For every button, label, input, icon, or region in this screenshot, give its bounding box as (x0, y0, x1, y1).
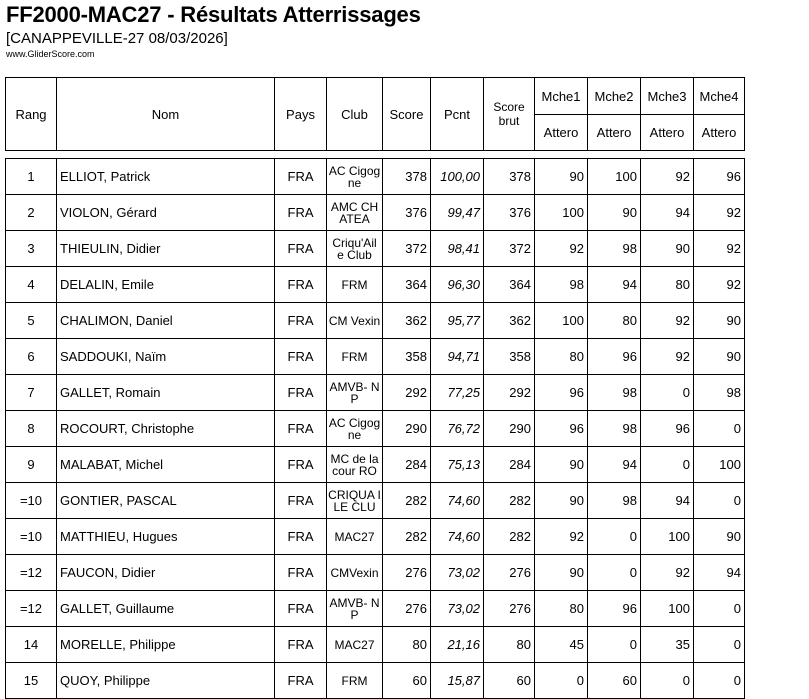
name-cell: GONTIER, PASCAL (57, 483, 275, 519)
manche-cell: 100 (535, 195, 588, 231)
name-cell: GALLET, Guillaume (57, 591, 275, 627)
event-subtitle: [CANAPPEVILLE-27 08/03/2026] (6, 30, 228, 47)
table-row (6, 195, 745, 231)
page-title: FF2000-MAC27 - Résultats Atterrissages (6, 2, 421, 27)
score-cell: 362 (383, 303, 431, 339)
rang-cell: =12 (6, 555, 57, 591)
score-brut-cell: 282 (484, 519, 535, 555)
manche-cell: 0 (588, 555, 641, 591)
rang-cell: =10 (6, 519, 57, 555)
table-row (6, 663, 745, 699)
score-brut-cell: 276 (484, 555, 535, 591)
table-row (6, 627, 745, 663)
manche-cell: 92 (641, 339, 694, 375)
country-cell: FRA (275, 231, 327, 267)
country-cell: FRA (275, 627, 327, 663)
site-url: www.GliderScore.com (6, 49, 95, 59)
manche-cell: 98 (588, 375, 641, 411)
rang-cell: 7 (6, 375, 57, 411)
score-cell: 372 (383, 231, 431, 267)
manche-cell: 98 (588, 483, 641, 519)
manche-cell: 94 (641, 483, 694, 519)
table-row (6, 447, 745, 483)
country-cell: FRA (275, 159, 327, 195)
manche-cell: 92 (641, 555, 694, 591)
club-cell: AMVB- NP (327, 591, 383, 627)
manche-cell: 98 (694, 375, 745, 411)
pcnt-cell: 96,30 (431, 267, 484, 303)
manche-cell: 0 (641, 663, 694, 699)
pcnt-cell: 100,00 (431, 159, 484, 195)
manche-cell: 0 (694, 591, 745, 627)
table-row (6, 339, 745, 375)
manche-cell: 92 (535, 231, 588, 267)
rang-cell: =10 (6, 483, 57, 519)
table-row (6, 375, 745, 411)
manche-cell: 100 (694, 447, 745, 483)
score-cell: 290 (383, 411, 431, 447)
score-cell: 276 (383, 591, 431, 627)
manche-cell: 90 (694, 303, 745, 339)
score-brut-cell: 290 (484, 411, 535, 447)
club-cell: AC Cigogne (327, 411, 383, 447)
manche-cell: 0 (641, 375, 694, 411)
rang-cell: 15 (6, 663, 57, 699)
club-cell: MC de la cour RO (327, 447, 383, 483)
manche-cell: 96 (588, 591, 641, 627)
rang-cell: 4 (6, 267, 57, 303)
name-cell: VIOLON, Gérard (57, 195, 275, 231)
manche-cell: 96 (641, 411, 694, 447)
club-cell: AC Cigogne (327, 159, 383, 195)
rang-cell: 6 (6, 339, 57, 375)
club-cell: AMVB- NP (327, 375, 383, 411)
pcnt-cell: 76,72 (431, 411, 484, 447)
pcnt-cell: 15,87 (431, 663, 484, 699)
results-table (5, 158, 745, 699)
rang-cell: 14 (6, 627, 57, 663)
manche-cell: 0 (588, 519, 641, 555)
score-brut-cell: 292 (484, 375, 535, 411)
pcnt-cell: 95,77 (431, 303, 484, 339)
table-row (6, 591, 745, 627)
table-row (6, 159, 745, 195)
rang-cell: 5 (6, 303, 57, 339)
manche-cell: 90 (535, 483, 588, 519)
score-cell: 358 (383, 339, 431, 375)
manche-cell: 0 (694, 483, 745, 519)
manche-cell: 92 (694, 267, 745, 303)
score-brut-cell: 80 (484, 627, 535, 663)
col-subheader-attero: Attero (694, 115, 745, 151)
col-header-score-brut: Score brut (484, 78, 535, 151)
club-cell: AMC CHATEA (327, 195, 383, 231)
manche-cell: 100 (641, 519, 694, 555)
manche-cell: 96 (535, 411, 588, 447)
manche-cell: 90 (694, 519, 745, 555)
club-cell: FRM (327, 663, 383, 699)
country-cell: FRA (275, 447, 327, 483)
score-cell: 284 (383, 447, 431, 483)
manche-cell: 100 (535, 303, 588, 339)
manche-cell: 0 (694, 663, 745, 699)
score-brut-cell: 284 (484, 447, 535, 483)
club-cell: CMVexin (327, 555, 383, 591)
country-cell: FRA (275, 483, 327, 519)
name-cell: FAUCON, Didier (57, 555, 275, 591)
table-row (6, 411, 745, 447)
name-cell: MATTHIEU, Hugues (57, 519, 275, 555)
manche-cell: 0 (694, 411, 745, 447)
manche-cell: 98 (588, 231, 641, 267)
col-header-rang: Rang (6, 78, 57, 151)
country-cell: FRA (275, 339, 327, 375)
name-cell: THIEULIN, Didier (57, 231, 275, 267)
pcnt-cell: 99,47 (431, 195, 484, 231)
pcnt-cell: 74,60 (431, 519, 484, 555)
manche-cell: 80 (535, 339, 588, 375)
col-header-manche: Mche4 (694, 78, 745, 115)
col-header-nom: Nom (57, 78, 275, 151)
score-brut-cell: 364 (484, 267, 535, 303)
club-cell: MAC27 (327, 627, 383, 663)
rang-cell: =12 (6, 591, 57, 627)
name-cell: DELALIN, Emile (57, 267, 275, 303)
pcnt-cell: 98,41 (431, 231, 484, 267)
pcnt-cell: 73,02 (431, 591, 484, 627)
score-cell: 376 (383, 195, 431, 231)
rang-cell: 3 (6, 231, 57, 267)
manche-cell: 96 (535, 375, 588, 411)
manche-cell: 0 (588, 627, 641, 663)
score-brut-cell: 376 (484, 195, 535, 231)
manche-cell: 94 (641, 195, 694, 231)
pcnt-cell: 75,13 (431, 447, 484, 483)
name-cell: ROCOURT, Christophe (57, 411, 275, 447)
pcnt-cell: 77,25 (431, 375, 484, 411)
score-brut-cell: 362 (484, 303, 535, 339)
manche-cell: 90 (641, 231, 694, 267)
score-brut-cell: 378 (484, 159, 535, 195)
score-brut-cell: 276 (484, 591, 535, 627)
manche-cell: 96 (588, 339, 641, 375)
country-cell: FRA (275, 591, 327, 627)
name-cell: MALABAT, Michel (57, 447, 275, 483)
score-cell: 282 (383, 483, 431, 519)
name-cell: ELLIOT, Patrick (57, 159, 275, 195)
score-cell: 80 (383, 627, 431, 663)
manche-cell: 60 (588, 663, 641, 699)
pcnt-cell: 73,02 (431, 555, 484, 591)
col-subheader-attero: Attero (535, 115, 588, 151)
manche-cell: 94 (588, 267, 641, 303)
club-cell: FRM (327, 267, 383, 303)
rang-cell: 1 (6, 159, 57, 195)
manche-cell: 92 (641, 303, 694, 339)
country-cell: FRA (275, 411, 327, 447)
manche-cell: 92 (694, 195, 745, 231)
manche-cell: 90 (535, 159, 588, 195)
col-header-pays: Pays (275, 78, 327, 151)
score-cell: 364 (383, 267, 431, 303)
manche-cell: 35 (641, 627, 694, 663)
rang-cell: 9 (6, 447, 57, 483)
col-header-club: Club (327, 78, 383, 151)
country-cell: FRA (275, 555, 327, 591)
table-row (6, 555, 745, 591)
col-subheader-attero: Attero (641, 115, 694, 151)
manche-cell: 90 (694, 339, 745, 375)
col-subheader-attero: Attero (588, 115, 641, 151)
col-header-pcnt: Pcnt (431, 78, 484, 151)
club-cell: CM Vexin (327, 303, 383, 339)
pcnt-cell: 94,71 (431, 339, 484, 375)
country-cell: FRA (275, 375, 327, 411)
score-cell: 60 (383, 663, 431, 699)
table-row (6, 483, 745, 519)
col-header-manche: Mche1 (535, 78, 588, 115)
club-cell: CRIQUA ILE CLU (327, 483, 383, 519)
club-cell: FRM (327, 339, 383, 375)
manche-cell: 90 (535, 447, 588, 483)
score-brut-cell: 282 (484, 483, 535, 519)
pcnt-cell: 74,60 (431, 483, 484, 519)
table-row (6, 267, 745, 303)
manche-cell: 90 (535, 555, 588, 591)
results-header-table (5, 77, 745, 151)
col-header-manche: Mche2 (588, 78, 641, 115)
score-brut-cell: 358 (484, 339, 535, 375)
col-header-score: Score (383, 78, 431, 151)
country-cell: FRA (275, 267, 327, 303)
manche-cell: 90 (588, 195, 641, 231)
table-row (6, 519, 745, 555)
manche-cell: 94 (588, 447, 641, 483)
manche-cell: 92 (694, 231, 745, 267)
manche-cell: 96 (694, 159, 745, 195)
manche-cell: 98 (535, 267, 588, 303)
rang-cell: 2 (6, 195, 57, 231)
manche-cell: 92 (641, 159, 694, 195)
manche-cell: 45 (535, 627, 588, 663)
score-cell: 282 (383, 519, 431, 555)
manche-cell: 80 (641, 267, 694, 303)
name-cell: QUOY, Philippe (57, 663, 275, 699)
score-brut-cell: 372 (484, 231, 535, 267)
manche-cell: 98 (588, 411, 641, 447)
pcnt-cell: 21,16 (431, 627, 484, 663)
manche-cell: 100 (641, 591, 694, 627)
table-row (6, 303, 745, 339)
table-row (6, 231, 745, 267)
name-cell: SADDOUKI, Naïm (57, 339, 275, 375)
rang-cell: 8 (6, 411, 57, 447)
manche-cell: 100 (588, 159, 641, 195)
manche-cell: 0 (535, 663, 588, 699)
club-cell: MAC27 (327, 519, 383, 555)
score-brut-cell: 60 (484, 663, 535, 699)
country-cell: FRA (275, 195, 327, 231)
name-cell: GALLET, Romain (57, 375, 275, 411)
score-cell: 292 (383, 375, 431, 411)
manche-cell: 0 (641, 447, 694, 483)
manche-cell: 92 (535, 519, 588, 555)
country-cell: FRA (275, 663, 327, 699)
country-cell: FRA (275, 519, 327, 555)
col-header-manche: Mche3 (641, 78, 694, 115)
manche-cell: 80 (588, 303, 641, 339)
score-cell: 378 (383, 159, 431, 195)
score-cell: 276 (383, 555, 431, 591)
club-cell: Criqu'Ail e Club (327, 231, 383, 267)
manche-cell: 94 (694, 555, 745, 591)
name-cell: MORELLE, Philippe (57, 627, 275, 663)
manche-cell: 80 (535, 591, 588, 627)
country-cell: FRA (275, 303, 327, 339)
name-cell: CHALIMON, Daniel (57, 303, 275, 339)
manche-cell: 0 (694, 627, 745, 663)
